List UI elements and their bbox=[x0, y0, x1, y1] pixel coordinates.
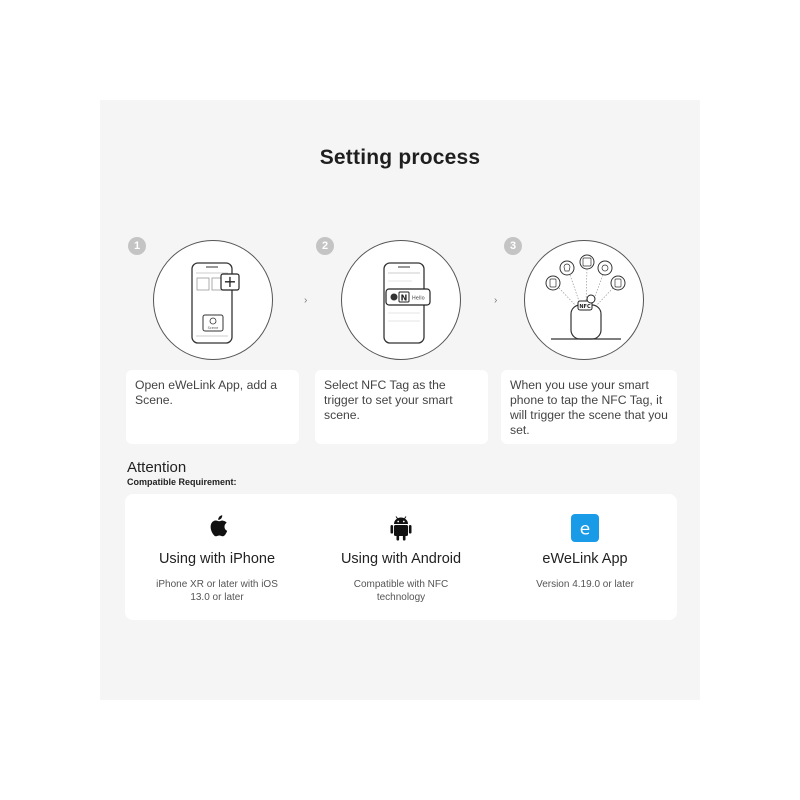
requirement-android bbox=[309, 494, 493, 620]
android-icon bbox=[385, 512, 417, 544]
svg-text:e: e bbox=[579, 519, 591, 540]
requirement-android-text: Compatible with NFC technology bbox=[353, 579, 449, 603]
step-2-number: 2 bbox=[316, 237, 334, 255]
svg-text:Scene: Scene bbox=[207, 326, 219, 330]
step-1-illustration bbox=[153, 240, 273, 360]
ewelink-icon bbox=[569, 512, 601, 544]
requirement-iphone bbox=[125, 494, 309, 620]
step-arrow-2: › bbox=[494, 295, 498, 306]
nfc-icon: N bbox=[400, 293, 408, 303]
apple-icon bbox=[201, 512, 233, 544]
requirement-ewelink-text: Version 4.19.0 or later bbox=[536, 579, 634, 590]
requirement-ewelink-title: eWeLink App bbox=[542, 551, 628, 567]
requirement-ewelink bbox=[493, 494, 677, 620]
requirement-iphone-title: Using with iPhone bbox=[158, 551, 276, 567]
step-1-description: Open eWeLink App, add a Scene. bbox=[126, 370, 299, 444]
svg-text:Hello: Hello bbox=[412, 295, 425, 302]
requirements-card bbox=[125, 494, 677, 620]
svg-text:NFC: NFC bbox=[579, 304, 591, 310]
attention-heading: Attention bbox=[127, 459, 187, 476]
step-2-description: Select NFC Tag as the trigger to set your smart scene. bbox=[315, 370, 488, 444]
requirement-iphone-text: iPhone XR or later with iOS 13.0 or later bbox=[156, 579, 278, 603]
page-title: Setting process bbox=[319, 146, 481, 169]
plus-icon: + bbox=[223, 272, 237, 291]
step-2-illustration bbox=[341, 240, 461, 360]
requirement-android-title: Using with Android bbox=[340, 551, 462, 567]
attention-subheading: Compatible Requirement: bbox=[127, 477, 237, 487]
step-arrow-1: › bbox=[304, 295, 308, 306]
step-3-illustration bbox=[524, 240, 644, 360]
step-3-description: When you use your smart phone to tap the NFC Tag, it will trigger the scene that you set. bbox=[501, 370, 677, 444]
step-1-number: 1 bbox=[128, 237, 146, 255]
step-3-number: 3 bbox=[504, 237, 522, 255]
